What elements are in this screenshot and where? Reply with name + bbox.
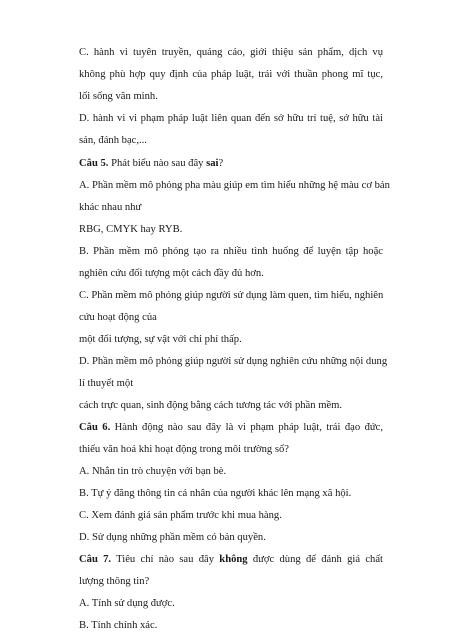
q5-stem-text: Phát biểu nào sau đây: [108, 158, 207, 169]
q5-stem-emphasis: sai: [206, 158, 219, 169]
q5-option-b-line1: B. Phần mềm mô phỏng tạo ra nhiều tình huống để luyện tập hoặc: [79, 246, 383, 257]
q6-option-b: B. Tự ý đăng thông tin cá nhân của người khác lên mạng xã hội.: [79, 488, 352, 499]
q6-option-a: A. Nhắn tin trò chuyện với bạn bè.: [79, 466, 227, 477]
q5-option-a-line3: RBG, CMYK hay RYB.: [79, 224, 183, 235]
q5-option-c-line2: cứu hoạt động của: [79, 312, 157, 323]
q4-option-d-line2: sản, đánh bạc,...: [79, 135, 147, 146]
q5-option-b-line2: nghiên cứu đối tượng một cách đầy đủ hơn.: [79, 268, 264, 279]
q6-stem-line2: thiếu văn hoá khi hoạt động trong môi trường số?: [79, 444, 289, 455]
q7-stem-text: Tiêu chí nào sau đây: [111, 554, 220, 565]
q5-stem: [79, 157, 223, 170]
q6-option-d: D. Sử dụng những phần mềm có bản quyền.: [79, 532, 266, 543]
q5-option-d-line1: D. Phần mềm mô phỏng giúp người sử dụng nghiên cứu những nội dung: [79, 356, 388, 367]
q7-stem-line2: lượng thông tin?: [79, 576, 150, 587]
q7-stem-emphasis: không: [219, 554, 248, 565]
q4-option-d-line1: D. hành vi vi phạm pháp luật liên quan đến sở hữu trí tuệ, sở hữu tài: [79, 113, 383, 124]
q6-option-c: C. Xem đánh giá sản phẩm trước khi mua hàng.: [79, 510, 282, 521]
q5-stem-end: ?: [218, 158, 224, 169]
q6-stem-line1: [79, 421, 383, 434]
q5-option-a-line2: khác nhau như: [79, 202, 142, 213]
q7-option-a: A. Tính sử dụng được.: [79, 598, 175, 609]
q5-label: Câu 5.: [79, 158, 109, 169]
q5-option-d-line3: cách trực quan, sinh động bằng cách tương tác với phần mềm.: [79, 400, 343, 411]
q7-label: Câu 7.: [79, 554, 112, 565]
q7-stem-end: được dùng để đánh giá chất: [247, 554, 383, 565]
q5-option-c-line1: C. Phần mềm mô phỏng giúp người sử dụng làm quen, tìm hiểu, nghiên: [79, 290, 384, 301]
q5-option-a-line1: A. Phần mềm mô phỏng pha màu giúp em tìm hiểu những hệ màu cơ bản: [79, 180, 390, 191]
q7-option-b: B. Tính chính xác.: [79, 620, 158, 631]
q4-option-c-line2: không phù hợp quy định của pháp luật, trái với thuần phong mĩ tục,: [79, 69, 383, 80]
q4-option-c-line3: lối sống văn minh.: [79, 91, 158, 102]
q5-option-d-line2: lí thuyết một: [79, 378, 134, 389]
q7-stem-line1: [79, 553, 383, 566]
q6-stem-text: Hành động nào sau đây là vi phạm pháp luật, trái đạo đức,: [110, 422, 383, 433]
q6-label: Câu 6.: [79, 422, 111, 433]
q4-option-c-line1: C. hành vi tuyên truyền, quảng cáo, giới thiệu sản phẩm, dịch vụ: [79, 47, 383, 58]
q5-option-c-line3: một đối tượng, sự vật với chi phí thấp.: [79, 334, 242, 345]
